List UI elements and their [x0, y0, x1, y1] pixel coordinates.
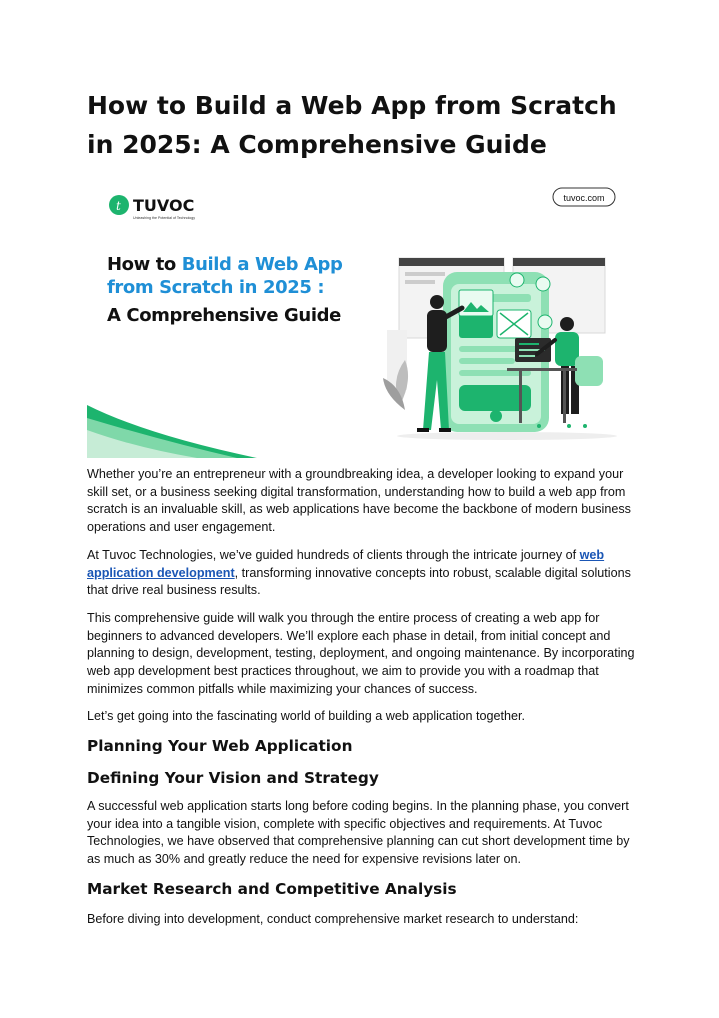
- brand-tagline: Unleashing the Potential of Technology: [133, 216, 196, 220]
- headline-line-3: A Comprehensive Guide: [107, 305, 341, 326]
- domain-badge: [553, 188, 615, 206]
- headline-prefix: How to: [107, 254, 182, 275]
- hero-headline: [107, 254, 343, 326]
- heading-vision-strategy: Defining Your Vision and Strategy: [87, 769, 379, 787]
- web-app-illustration: [383, 258, 617, 440]
- brand-name: TUVOC: [133, 196, 195, 215]
- heading-market-research: Market Research and Competitive Analysis: [87, 880, 457, 898]
- page-title: How to Build a Web App from Scratch in 2025: A Comprehensive Guide: [87, 91, 617, 159]
- headline-highlight-2: from Scratch in 2025 :: [107, 277, 325, 298]
- clients-paragraph: [87, 547, 635, 600]
- web-application-development-link[interactable]: web application development: [87, 548, 605, 580]
- svg-text:t: t: [116, 199, 121, 213]
- guide-overview-paragraph: This comprehensive guide will walk you through the entire process of creating a web app for beginners to advanced developers. We’ll explore each phase in detail, from initial concept and planning to design, development, testing, deployment, and ongoing maintenance. By incorporating web app development best practices throughout, we aim to provide you with a roadmap that minimizes common pitfalls while maximizing your chances of success.: [87, 611, 635, 696]
- headline-highlight-1: Build a Web App: [181, 254, 343, 275]
- hero-banner: [87, 180, 632, 460]
- planning-paragraph: A successful web application starts long before coding begins. In the planning phase, you convert your idea into a tangible vision, complete with specific objectives and requirements. At Tuvoc Technologies, we have observed that comprehensive planning can cut short development time by as much as 30% and greatly reduce the need for expensive revisions later on.: [87, 799, 630, 867]
- tuvoc-logo: [109, 195, 195, 220]
- svg-text:How to Build a Web App: [107, 254, 343, 275]
- market-research-intro: Before diving into development, conduct comprehensive market research to understand:: [87, 912, 579, 926]
- clients-paragraph-lead: At Tuvoc Technologies, we’ve guided hundreds of clients through the intricate journey of: [87, 548, 580, 562]
- intro-paragraph: Whether you’re an entrepreneur with a groundbreaking idea, a developer looking to expand your skill set, or a business seeking digital transformation, understanding how to build a web app from scratch is an invaluable skill, as web applications have become the backbone of modern business operations and user engagement.: [87, 467, 631, 535]
- lets-go-paragraph: Let’s get going into the fascinating world of building a web application together.: [87, 709, 526, 723]
- domain-badge-text: tuvoc.com: [563, 193, 605, 203]
- green-swoosh-graphic: [87, 405, 257, 458]
- clients-paragraph-tail: , transforming innovative concepts into robust, scalable digital solutions that drive real business results.: [87, 565, 631, 598]
- heading-planning: Planning Your Web Application: [87, 737, 353, 755]
